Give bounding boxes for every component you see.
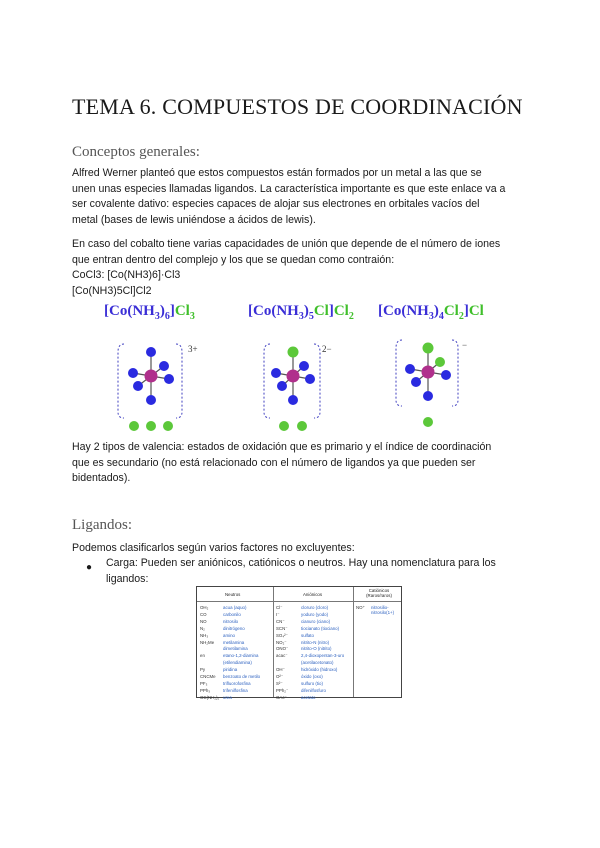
bullet-carga — [106, 556, 536, 587]
formula-hexaammine: $[Co(NH_3)_6]Cl_3$ — [104, 303, 195, 322]
table-cell-formula: PF₃ — [200, 680, 208, 686]
table-cell-name: tiocianato (tiociano) — [301, 625, 340, 631]
table-cell-formula: CO — [200, 611, 207, 617]
bullet-marker: ● — [86, 562, 93, 573]
table-header: Catiónicos (Raros/raros) — [366, 588, 392, 598]
table-cell-formula: I⁻ — [276, 611, 280, 617]
table-cell-name: cianuro (ciano) — [301, 618, 331, 624]
table-cell-formula: CNCMe — [200, 674, 216, 679]
table-cell-name: yoduro (yodo) — [301, 611, 329, 617]
table-cell-name: metilamina — [223, 639, 245, 645]
table-cell-name: acetato — [301, 694, 316, 700]
table-cell-formula: NO — [200, 618, 207, 624]
table-cell-formula: NH₃ — [200, 632, 209, 638]
table-cell-formula: NO⁺ — [356, 605, 365, 610]
table-header: Aniónicos — [303, 592, 323, 597]
table-header: Neutros — [225, 592, 241, 597]
table-cell-name: nitrito-N (nitro) — [301, 639, 330, 645]
table-cell-name: (etilendiamina) — [223, 660, 252, 666]
table-cell-formula: ONO⁻ — [276, 646, 289, 652]
table-cell-formula: OC(NH₂)₂ — [200, 694, 220, 700]
table-cell-name: hidróxido (hidroxo) — [301, 667, 338, 673]
text-line: ligandos: — [106, 572, 149, 585]
page-title: TEMA 6. COMPUESTOS DE COORDINACIÓN — [72, 94, 523, 119]
table-cell-formula: acac⁻ — [276, 653, 288, 659]
table-cell-name: dinitrógeno — [223, 625, 245, 631]
paragraph-valencia — [72, 440, 532, 487]
table-cell-formula: PPh₃ — [200, 687, 211, 693]
table-cell-formula: SCN⁻ — [276, 625, 288, 631]
charge-label: 2− — [322, 344, 332, 354]
table-cell-name: nitrito-O (nitrito) — [301, 646, 332, 652]
formula-tetraammine: $[Co(NH_3)_4Cl_2]Cl$ — [378, 303, 484, 322]
table-cell-formula: Py — [200, 667, 206, 673]
table-cell-name: carbonilo — [223, 611, 241, 617]
molecule-diagram-tetraammine — [390, 334, 470, 434]
text-line: unen unas especies llamadas ligandos. La característica importante es que este enlace va a — [72, 182, 506, 195]
table-cell-name: (acetilacetonato) — [301, 660, 334, 666]
text-line: [Co(NH3)5Cl]Cl2 — [72, 284, 152, 297]
table-cell-formula: PPh₂⁻ — [276, 687, 289, 693]
table-cell-name: nitrosilo — [223, 618, 239, 624]
section-heading-conceptos: Conceptos generales: — [72, 144, 200, 160]
table-cell-name: acua (aquo) — [223, 605, 247, 610]
table-cell-name: urea — [223, 694, 232, 700]
table-cell-name: nitrosilio-nitrosilo(1+) — [371, 605, 395, 615]
table-cell-name: 2,4-dioxopentan-3-uro — [301, 653, 345, 659]
table-cell-formula: NO₂⁻ — [276, 639, 287, 645]
table-cell-name: dimetilamina — [223, 646, 248, 652]
table-cell-name: amino — [223, 632, 235, 638]
table-cell-name: trifluorofosfina — [223, 680, 251, 686]
paragraph-werner — [72, 166, 532, 228]
charge-label: 3+ — [188, 344, 198, 354]
text-line: En caso del cobalto tiene varias capacidades de unión que depende de el número de iones — [72, 238, 501, 250]
molecule-diagram-pentaammine — [256, 338, 356, 438]
table-cell-name: sulfuro (tio) — [301, 680, 323, 686]
text-line: ser covalente dativo: especies capaces de alojar sus electrones en orbitales vacíos del — [72, 198, 480, 211]
charge-label: − — [462, 340, 468, 350]
text-line: Podemos clasificarlos según varios factores no excluyentes: — [72, 542, 355, 554]
table-cell-name: óxido (oxo) — [301, 674, 323, 679]
text-line: que entran dentro del complejo y los que se quedan como contraión: — [72, 253, 395, 266]
text-line: metal (bases de lewis uniéndose a ácidos de lewis). — [72, 213, 316, 226]
text-line: Hay 2 tipos de valencia: estados de oxidación que es primario y el índice de coordinación — [72, 441, 492, 453]
table-cell-name: piridina — [223, 667, 238, 673]
ligand-table — [196, 586, 402, 698]
text-line: bidentados). — [72, 472, 131, 485]
table-cell-name: difenilfosfuro — [301, 687, 326, 693]
text-line: que es secundario (no está relacionado con el número de ligandos ya que pueden ser — [72, 456, 476, 469]
table-cell-formula: OH⁻ — [276, 667, 285, 673]
formula-pentaammine: $[Co(NH_3)_5Cl]Cl_2$ — [248, 303, 354, 322]
table-cell-name: cloruro (cloro) — [301, 605, 329, 610]
text-line: Carga: Pueden ser aniónicos, catiónicos o neutros. Hay una nomenclatura para los — [106, 557, 496, 569]
table-cell-formula: CN⁻ — [276, 618, 285, 624]
table-cell-formula: NH₂Me — [200, 639, 215, 645]
table-cell-name: benzoato de metilo — [223, 674, 261, 679]
table-cell-formula: SO₄²⁻ — [276, 632, 288, 638]
table-cell-formula: O²⁻ — [276, 674, 284, 679]
table-cell-formula: OAc⁻ — [276, 694, 287, 700]
paragraph-ligandos-intro — [72, 541, 532, 557]
table-cell-name: sulfato — [301, 632, 314, 638]
section-heading-ligandos: Ligandos: — [72, 517, 132, 533]
table-cell-formula: en — [200, 653, 205, 659]
table-cell-name: etano-1,2-diamina — [223, 653, 259, 659]
table-cell-formula: OH₂ — [200, 605, 209, 610]
table-cell-formula: Cl⁻ — [276, 605, 283, 610]
text-line: CoCl3: [Co(NH3)6]·Cl3 — [72, 269, 181, 282]
table-cell-name: trifenilfosfina — [223, 687, 248, 693]
text-line: Alfred Werner planteó que estos compuestos están formados por un metal a las que se — [72, 167, 482, 179]
table-cell-formula: S²⁻ — [276, 680, 283, 686]
table-cell-formula: N₂ — [200, 625, 205, 631]
paragraph-cobalto — [72, 237, 532, 299]
